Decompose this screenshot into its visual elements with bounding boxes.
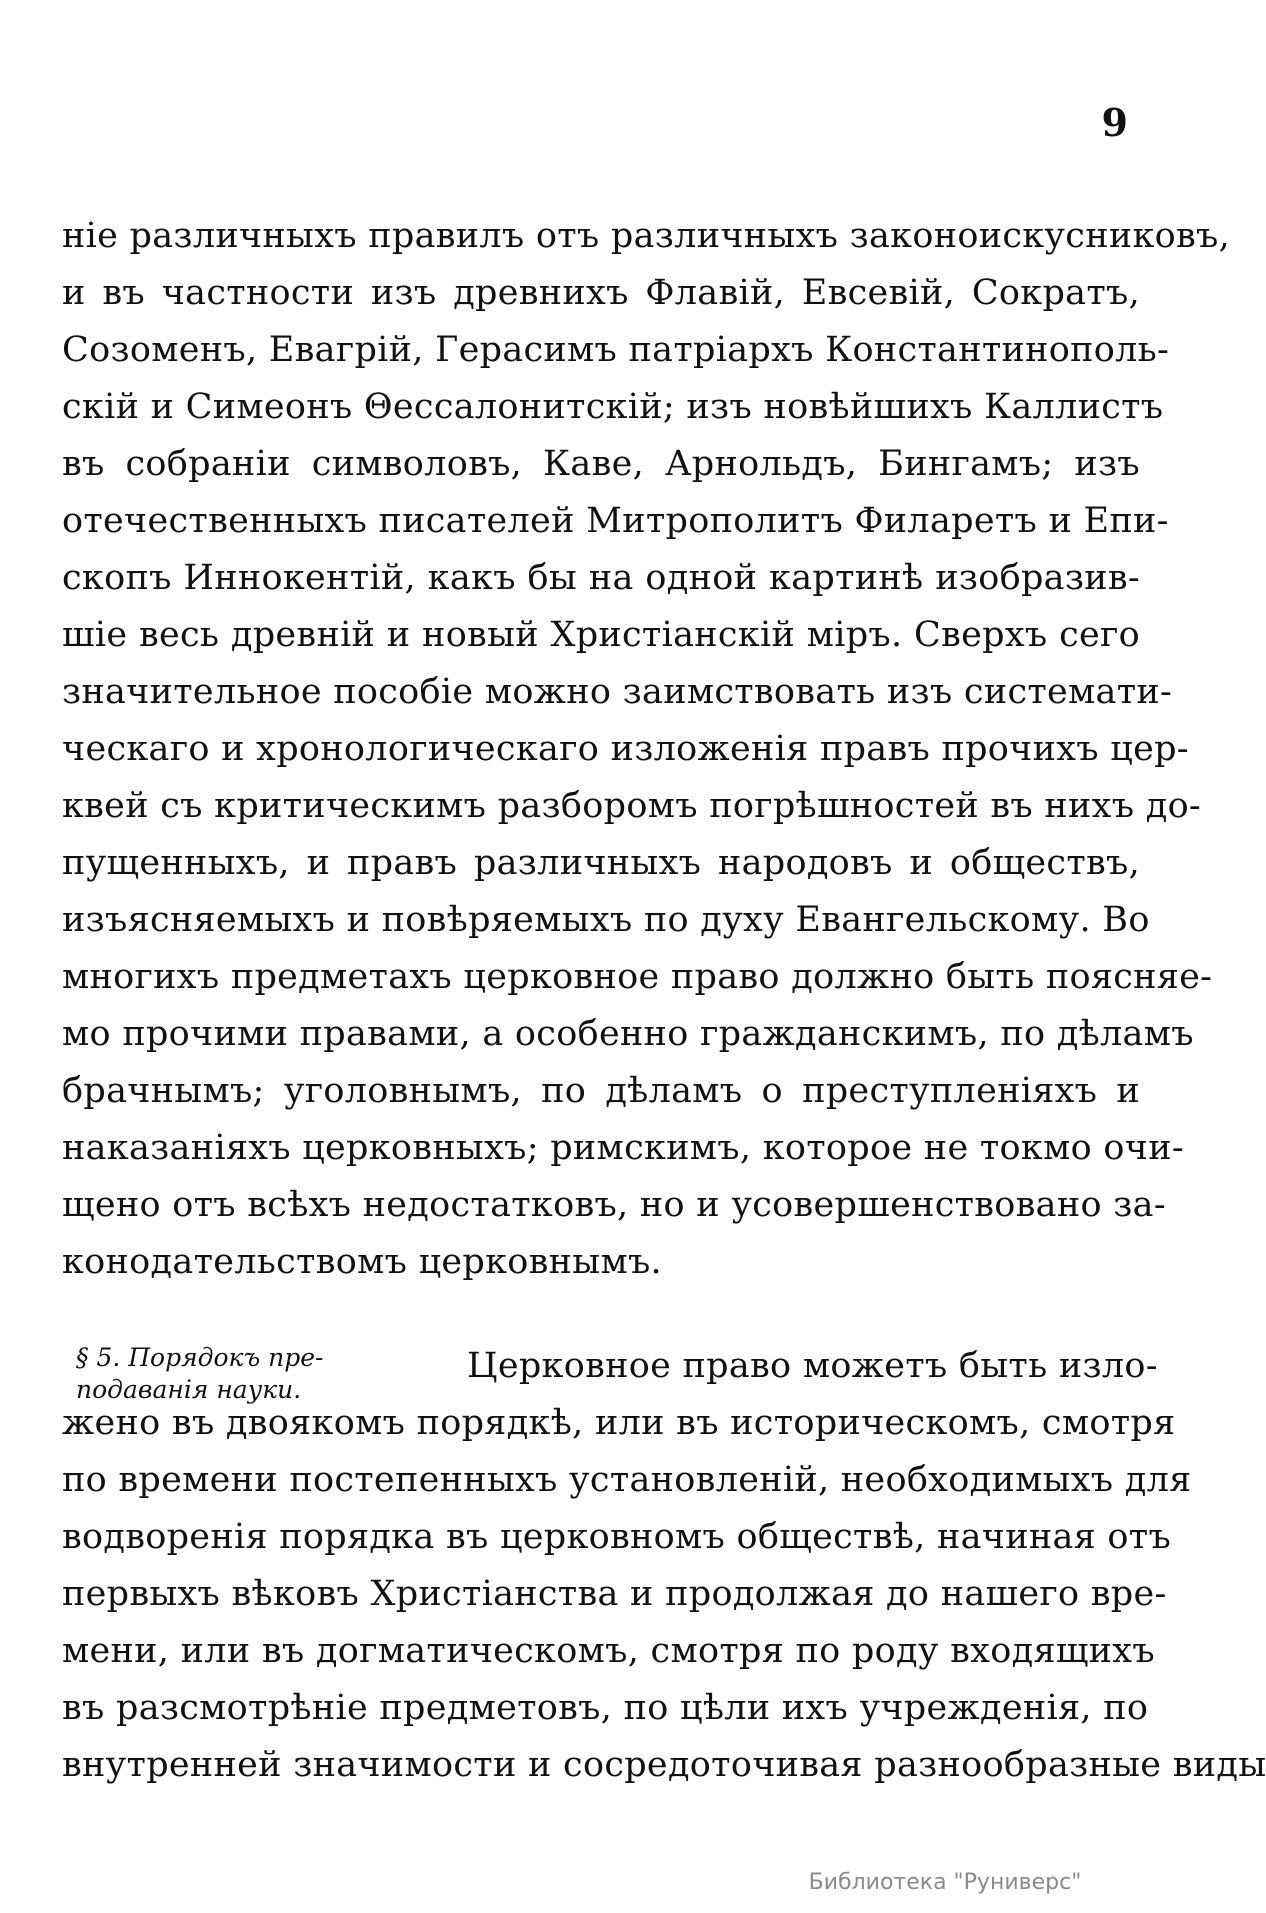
text-line: ніе различныхъ правилъ отъ различныхъ законоискусниковъ, — [62, 216, 1231, 256]
text-line: изъясняемыхъ и повѣряемыхъ по духу Евангельскому. Во — [62, 900, 1150, 940]
text-line: скопъ Иннокентій, какъ бы на одной картинѣ изобразив- — [62, 558, 1140, 598]
text-line: жено въ двоякомъ порядкѣ, или въ историческомъ, смотря — [62, 1403, 1176, 1443]
text-line: скій и Симеонъ Θессалонитскій; изъ новѣйшихъ Каллистъ — [62, 387, 1164, 427]
text-line: наказаніяхъ церковныхъ; римскимъ, которое не токмо очи- — [62, 1128, 1184, 1168]
text-line: щено отъ всѣхъ недостатковъ, но и усовершенствовано за- — [62, 1185, 1166, 1225]
section-heading-line: § 5. Порядокъ пре- — [76, 1343, 324, 1372]
section-heading-line: подаванія науки. — [76, 1375, 302, 1404]
text-line: первыхъ вѣковъ Христіанства и продолжая до нашего вре- — [62, 1574, 1167, 1614]
paragraph-section — [62, 1338, 1266, 1794]
text-line: мени, или въ догматическомъ, смотря по роду входящихъ — [62, 1631, 1155, 1671]
text-line: внутренней значимости и сосредоточивая разнообразные виды — [62, 1745, 1266, 1785]
text-line: Церковное право можетъ быть изло- — [467, 1346, 1158, 1386]
text-line: ческаго и хронологическаго изложенія правъ прочихъ цер- — [62, 729, 1189, 769]
text-line: и въ частности изъ древнихъ Флавій, Евсевій, Сократъ, — [62, 273, 1140, 313]
library-watermark: Библиотека "Руниверс" — [808, 1870, 1082, 1895]
paragraph-continued — [62, 208, 1231, 1291]
text-line: шіе весь древній и новый Христіанскій міръ. Сверхъ сего — [62, 615, 1140, 655]
text-line: квей съ критическимъ разборомъ погрѣшностей въ нихъ до- — [62, 786, 1202, 826]
text-line: значительное пособіе можно заимствовать изъ системати- — [62, 672, 1173, 712]
text-line: многихъ предметахъ церковное право должно быть поясняе- — [62, 957, 1213, 997]
text-line: брачнымъ; уголовнымъ, по дѣламъ о преступленіяхъ и — [62, 1071, 1140, 1111]
text-line: въ собраніи символовъ, Каве, Арнольдъ, Бингамъ; изъ — [62, 444, 1140, 484]
text-line: пущенныхъ, и правъ различныхъ народовъ и обществъ, — [62, 843, 1140, 883]
page-number: 9 — [1101, 100, 1128, 145]
text-line: въ разсмотрѣніе предметовъ, по цѣли ихъ учрежденія, по — [62, 1688, 1149, 1728]
text-line: Созоменъ, Евагрій, Герасимъ патріархъ Константинополь- — [62, 330, 1170, 370]
text-line: отечественныхъ писателей Митрополитъ Филаретъ и Епи- — [62, 501, 1169, 541]
text-line: по времени постепенныхъ установленій, необходимыхъ для — [62, 1460, 1192, 1500]
text-line: водворенія порядка въ церковномъ обществѣ, начиная отъ — [62, 1517, 1172, 1557]
text-line: мо прочими правами, а особенно гражданскимъ, по дѣламъ — [62, 1014, 1194, 1054]
text-line: конодательствомъ церковнымъ. — [62, 1242, 662, 1282]
